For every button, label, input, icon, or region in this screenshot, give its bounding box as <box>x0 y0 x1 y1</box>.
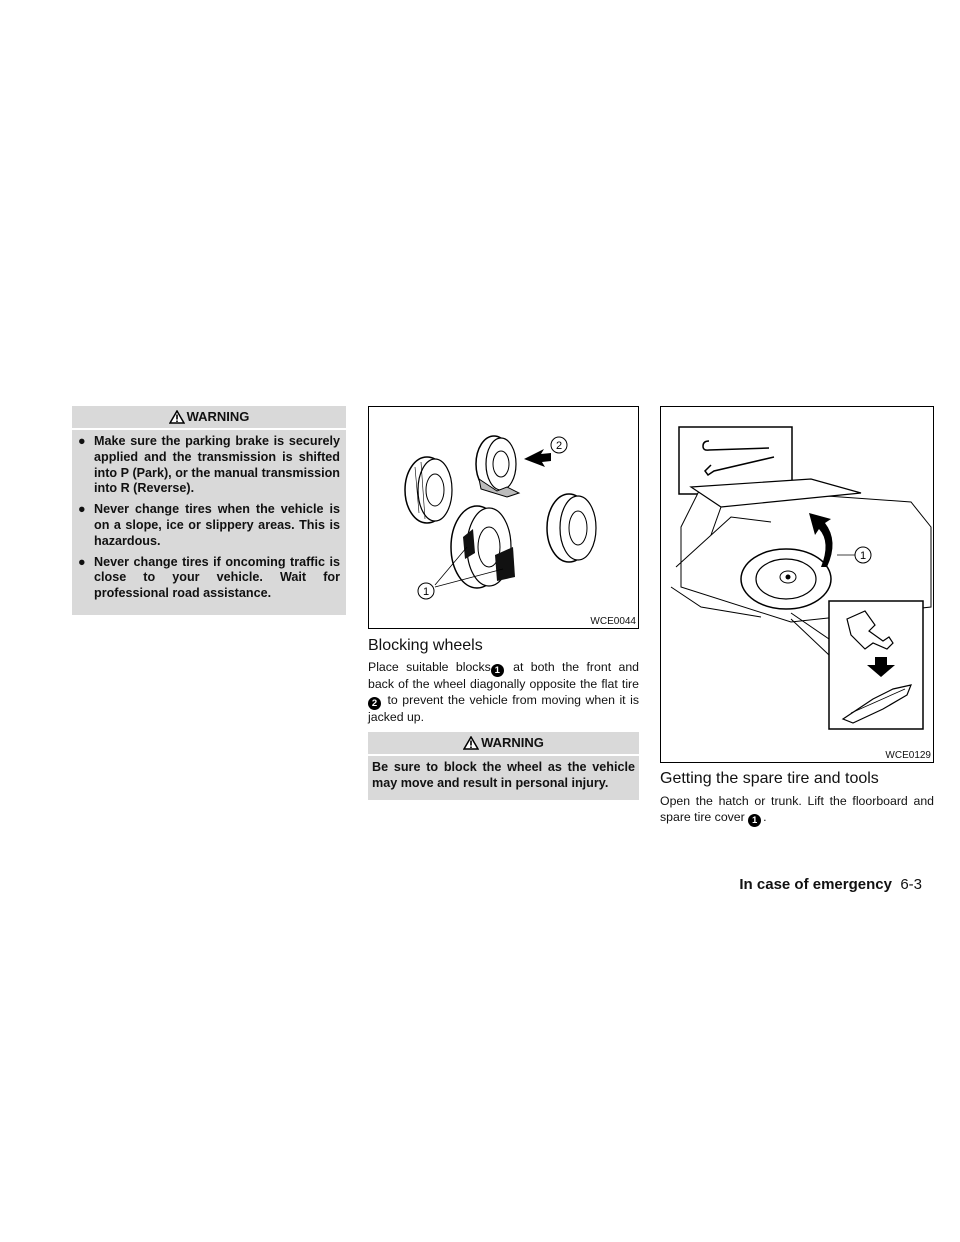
spare-tire-icon <box>741 549 831 609</box>
callout-ref-2: 2 <box>368 697 381 710</box>
chapter-title: In case of emergency <box>739 876 892 893</box>
tire-icon <box>405 457 452 523</box>
section-title-spare-tire: Getting the spare tire and tools <box>660 770 879 787</box>
warning-heading-text: WARNING <box>481 735 544 750</box>
warning-item: ● Never change tires when the vehicle is on a slope, ice or slippery areas. This is hazardous. <box>78 502 340 548</box>
callout-2 <box>551 437 567 453</box>
tire-icon <box>547 494 596 562</box>
figure-blocking-wheels <box>368 406 639 629</box>
warning-box-block-wheel <box>368 732 639 800</box>
warning-box-parking <box>72 406 346 615</box>
warning-heading <box>368 732 639 756</box>
callout-ref-1: 1 <box>491 664 504 677</box>
callout-1 <box>855 547 871 563</box>
arrow-icon <box>524 449 551 467</box>
bullet-icon: ● <box>78 554 86 569</box>
bullet-icon: ● <box>78 434 86 448</box>
warning-triangle-icon <box>169 410 185 424</box>
svg-text:2: 2 <box>555 440 563 452</box>
warning-triangle-icon <box>463 736 479 750</box>
section-title-blocking-wheels: Blocking wheels <box>368 637 483 654</box>
figure-spare-tire <box>660 406 934 763</box>
trunk-illustration <box>661 407 933 762</box>
svg-text:1: 1 <box>859 550 867 562</box>
page-number: 6-3 <box>900 876 922 893</box>
figure-code: WCE0129 <box>885 750 931 761</box>
blocking-wheels-paragraph: Place suitable blocks 1 at both the front and back of the wheel diagonally opposite the flat tire 2 to prevent the vehicle from moving when it is jacked up. <box>368 660 639 724</box>
warning-item: ● Make sure the parking brake is securely applied and the transmission is shifted into P (Park), or the manual transmission into R (Reverse). <box>78 434 340 496</box>
tires-illustration <box>369 407 638 628</box>
spare-tire-paragraph: Open the hatch or trunk. Lift the floorboard and spare tire cover 1 . <box>660 794 934 826</box>
bullet-icon: ● <box>78 502 86 517</box>
warning-heading-text: WARNING <box>186 409 250 424</box>
warning-body: Be sure to block the wheel as the vehicle may move and result in personal injury. <box>372 760 635 790</box>
warning-list <box>72 430 346 615</box>
warning-heading <box>72 406 346 430</box>
figure-code: WCE0044 <box>590 616 636 627</box>
callout-1 <box>418 583 434 599</box>
tire-icon <box>451 506 515 588</box>
flat-tire-icon <box>476 436 519 497</box>
callout-ref-1: 1 <box>748 814 761 827</box>
page-footer <box>739 876 922 893</box>
warning-item: ● Never change tires if oncoming traffic is close to your vehicle. Wait for professional road assistance. <box>78 554 340 601</box>
svg-text:1: 1 <box>422 586 430 598</box>
